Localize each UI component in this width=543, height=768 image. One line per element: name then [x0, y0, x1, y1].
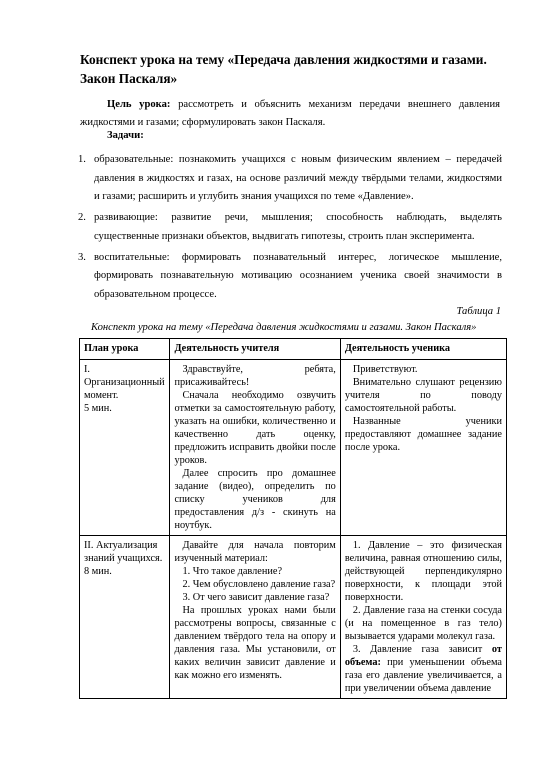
stage-duration: 5 мин.	[84, 403, 112, 414]
lesson-table	[79, 338, 507, 699]
header-teacher: Деятельность учителя	[170, 339, 340, 360]
teacher-cell	[170, 360, 340, 536]
goal-text: рассмотреть и объяснить механизм передачи внешнего давления жидкостями и газами; сформулировать закон Паскаля.	[80, 99, 500, 128]
student-text: Внимательно слушают рецензию учителя по поводу самостоятельной работы.	[344, 377, 502, 414]
task-item	[62, 249, 502, 305]
table-caption: Конспект урока на тему «Передача давления жидкостями и газами. Закон Паскаля»	[91, 322, 477, 333]
task-text: развивающие: развитие речи, мышления; способность наблюдать, выделять существенные признаки объектов, выдвигать гипотезы, строить план эксперимента.	[94, 212, 502, 242]
teacher-question: 1. Что такое давление?	[182, 566, 283, 577]
stage-cell	[80, 536, 170, 699]
stage-duration: 8 мин.	[84, 566, 112, 577]
goal-label: Цель урока:	[107, 99, 171, 110]
document-title-line2: Закон Паскаля»	[80, 71, 178, 86]
student-answer: 1. Давление – это физическая величина, равная отношению силы, действующей перпендикулярно поверхности, к площади этой поверхности.	[344, 540, 502, 603]
table-header-row	[80, 339, 507, 360]
table-row	[80, 536, 507, 699]
teacher-cell	[170, 536, 340, 699]
document-title-line1: Конспект урока на тему «Передача давления жидкостями и газами.	[80, 52, 487, 67]
teacher-question: 2. Чем обусловлено давление газа?	[182, 579, 336, 590]
header-plan: План урока	[80, 339, 170, 360]
teacher-text: Здравствуйте, ребята, присаживайтесь!	[174, 364, 336, 388]
teacher-question: 3. От чего зависит давление газа?	[182, 592, 330, 603]
task-item	[62, 151, 502, 207]
teacher-text: На прошлых уроках нами были рассмотрены вопросы, связанные с давлением твёрдого тела на опору и давления газа. Мы установили, от каких величин зависит давление и как можно его изменять.	[174, 605, 336, 681]
stage-cell	[80, 360, 170, 536]
student-text: Приветствуют.	[352, 364, 418, 375]
student-answer: 2. Давление газа на стенки сосуда (и на помещенное в газ тело) вызывается ударами молекул газа.	[344, 605, 502, 642]
teacher-text: Далее спросить про домашнее задание (видео), определить по списку учеников для предоставления д/з - скинуть на ноутбук.	[174, 468, 336, 531]
task-text: образовательные: познакомить учащихся с новым физическим явлением – передачей давления в жидкостях и газах, на основе различий между твёрдыми телами, жидкостями и газами; расширить и углубить знания учащихся по теме «Давление».	[94, 154, 502, 203]
task-item	[62, 209, 502, 246]
stage-name: Организационный момент.	[84, 377, 165, 401]
teacher-text: Давайте для начала повторим изученный материал:	[174, 540, 336, 564]
stage-number: I.	[84, 364, 91, 375]
student-answer: 3. Давление газа зависит от объема: при уменьшении объема газа его давление увеличивается, а при увеличении объема давление	[344, 644, 502, 694]
header-student: Деятельность ученика	[340, 339, 506, 360]
task-number: 2.	[78, 212, 86, 224]
teacher-text: Сначала необходимо озвучить отметки за самостоятельную работу, указать на ошибки, количественно и качественно дать оценку, предложить исправить двойки после уроков.	[174, 390, 336, 466]
task-number: 1.	[78, 154, 86, 165]
student-cell	[340, 536, 506, 699]
stage-name: II. Актуализация знаний учащихся.	[84, 540, 163, 564]
task-number: 3.	[78, 251, 86, 263]
lesson-goal	[80, 96, 500, 132]
task-text: воспитательные: формировать познавательный интерес, логическое мышление, формировать познавательную мотивацию осознанием ученика своей значимости в образовательном процессе.	[94, 251, 502, 300]
table-label: Таблица 1	[456, 306, 501, 317]
student-cell	[340, 360, 506, 536]
table-row	[80, 360, 507, 536]
tasks-list	[62, 151, 502, 307]
tasks-heading: Задачи:	[107, 130, 144, 141]
student-text: Названные ученики предоставляют домашнее задание после урока.	[344, 416, 502, 453]
